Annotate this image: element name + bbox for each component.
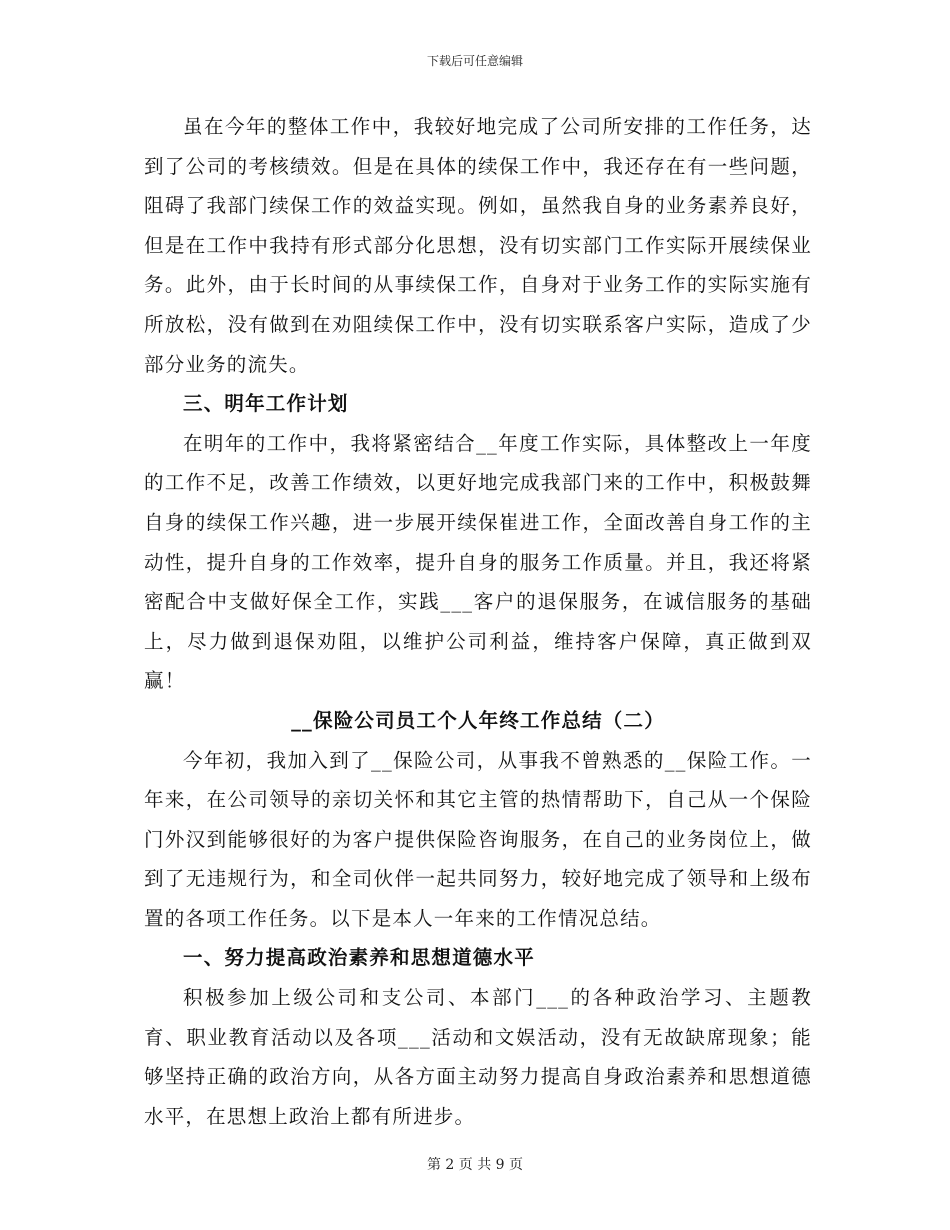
document-body [144,107,812,1136]
paragraph-introduction: 今年初，我加入到了__保险公司，从事我不曾熟悉的__保险工作。一年来，在公司领导的亲切关怀和其它主管的热情帮助下，自己从一个保险门外汉到能够很好的为客户提供保险咨询服务，在自己的业务岗位上，做到了无违规行为，和全司伙伴一起共同努力，较好地完成了领导和上级布置的各项工作任务。以下是本人一年来的工作情况总结。 [144,748,812,930]
section-heading-political-quality: 一、努力提高政治素养和思想道德水平 [183,946,535,970]
paragraph-political-quality: 积极参加上级公司和支公司、本部门___的各种政治学习、主题教育、职业教育活动以及各项___活动和文娱活动，没有无故缺席现象；能够坚持正确的政治方向，从各方面主动努力提高自身政治素养和思想道德水平，在思想上政治上都有所进步。 [144,986,812,1128]
document-title-part-two: __保险公司员工个人年终工作总结（二） [291,708,665,732]
page-header: 下载后可任意编辑 [426,54,523,68]
paragraph-review: 虽在今年的整体工作中，我较好地完成了公司所安排的工作任务，达到了公司的考核绩效。但是在具体的续保工作中，我还存在有一些问题，阻碍了我部门续保工作的效益实现。例如，虽然我自身的业务素养良好，但是在工作中我持有形式部分化思想，没有切实部门工作实际开展续保业务。此外，由于长时间的从事续保工作，自身对于业务工作的实际实施有所放松，没有做到在劝阻续保工作中，没有切实联系客户实际，造成了少部分业务的流失。 [144,115,812,376]
section-heading-next-year-plan: 三、明年工作计划 [183,392,349,416]
paragraph-next-year-plan: 在明年的工作中，我将紧密结合__年度工作实际，具体整改上一年度的工作不足，改善工作绩效，以更好地完成我部门来的工作中，积极鼓舞自身的续保工作兴趣，进一步展开续保崔进工作，全面改善自身工作的主动性，提升自身的工作效率，提升自身的服务工作质量。并且，我还将紧密配合中支做好保全工作，实践___客户的退保服务，在诚信服务的基础上，尽力做到退保劝阻，以维护公司利益，维持客户保障，真正做到双赢！ [144,431,812,693]
page-footer: 第 2 页 共 9 页 [426,1157,524,1173]
